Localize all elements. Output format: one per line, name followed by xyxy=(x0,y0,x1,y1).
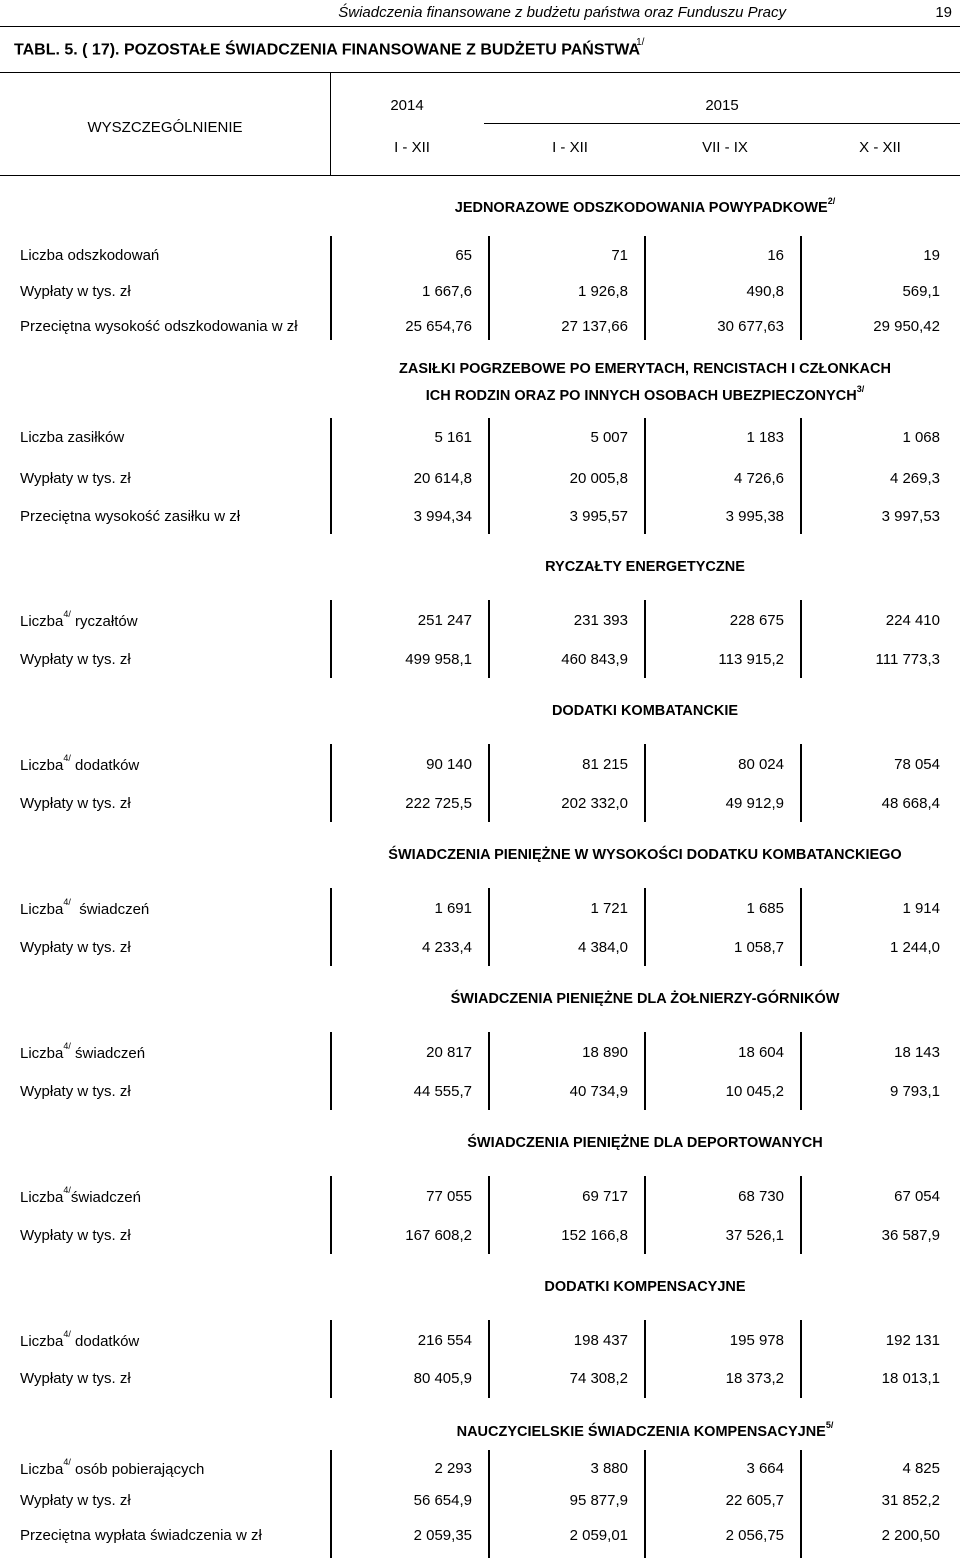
section-title-text: ZASIŁKI POGRZEBOWE PO EMERYTACH, RENCISTACH I CZŁONKACH xyxy=(399,361,891,377)
table-cell: 9 793,1 xyxy=(889,1083,940,1100)
section-title-text: ICH RODZIN ORAZ PO INNYCH OSOBACH UBEZPIECZONYCH xyxy=(425,387,857,404)
table-cell: 31 852,2 xyxy=(881,1492,940,1509)
row-label: Liczba$^{4/}$ świadczeń xyxy=(20,897,150,918)
table-cell: 1 058,7 xyxy=(733,939,784,956)
page-header xyxy=(0,0,960,27)
table-cell: 152 166,8 xyxy=(561,1227,628,1244)
table-cell: 18 013,1 xyxy=(881,1370,940,1387)
table-title-footnote: 1/ xyxy=(636,37,645,48)
table-cell: 3 995,38 xyxy=(725,508,784,525)
table-cell: 1 691 xyxy=(434,900,472,917)
row-label: Przeciętna wysokość odszkodowania w zł xyxy=(20,318,298,335)
row-label: Liczba$^{4/}$ ryczałtów xyxy=(20,609,138,630)
table-cell: 25 654,76 xyxy=(405,318,472,335)
table-cell: 569,1 xyxy=(902,283,940,300)
table-cell: 95 877,9 xyxy=(569,1492,628,1509)
table-cell: 40 734,9 xyxy=(569,1083,628,1100)
row-footnote: 4/ xyxy=(63,1457,71,1467)
table-cell: 490,8 xyxy=(746,283,784,300)
section-footnote: 2/ xyxy=(827,196,836,206)
row-label: Liczba$^{4/}$świadczeń xyxy=(20,1185,141,1206)
section-title-text: ŚWIADCZENIA PIENIĘŻNE W WYSOKOŚCI DODATKU KOMBATANCKIEGO xyxy=(388,847,902,863)
row-footnote: 4/ xyxy=(63,1185,71,1195)
section-footnote: 5/ xyxy=(825,1420,834,1430)
table-cell: 80 024 xyxy=(738,756,784,773)
table-cell: 30 677,63 xyxy=(717,318,784,335)
table-cell: 1 926,8 xyxy=(577,283,628,300)
table-cell: 216 554 xyxy=(417,1332,472,1349)
table-cell: 37 526,1 xyxy=(725,1227,784,1244)
row-label: Wypłaty w tys. zł xyxy=(20,795,131,812)
table-title-text: TABL. 5. ( 17). POZOSTAŁE ŚWIADCZENIA FINANSOWANE Z BUDŻETU PAŃSTWA xyxy=(14,41,641,59)
table-cell: 68 730 xyxy=(738,1188,784,1205)
table-cell: 5 161 xyxy=(434,429,472,446)
table-cell: 5 007 xyxy=(590,429,628,446)
section-title-text: ŚWIADCZENIA PIENIĘŻNE DLA DEPORTOWANYCH xyxy=(467,1135,823,1151)
column-header-label: WYSZCZEGÓLNIENIE xyxy=(87,119,243,136)
table-cell: 3 664 xyxy=(746,1460,784,1477)
section-title-text: JEDNORAZOWE ODSZKODOWANIA POWYPADKOWE xyxy=(454,199,828,216)
table-cell: 460 843,9 xyxy=(561,651,628,668)
section-title xyxy=(330,1416,960,1443)
table-column-header xyxy=(0,72,960,176)
page-number: 19 xyxy=(935,4,952,21)
table-cell: 1 685 xyxy=(746,900,784,917)
table-cell: 18 373,2 xyxy=(725,1370,784,1387)
column-header-period: I - XII xyxy=(394,139,430,156)
table-cell: 18 143 xyxy=(894,1044,940,1061)
table-cell: 74 308,2 xyxy=(569,1370,628,1387)
row-label: Wypłaty w tys. zł xyxy=(20,1370,131,1387)
table-cell: 4 269,3 xyxy=(889,470,940,487)
table-cell: 71 xyxy=(611,247,628,264)
row-footnote: 4/ xyxy=(63,609,71,619)
table-cell: 48 668,4 xyxy=(881,795,940,812)
table-cell: 2 293 xyxy=(434,1460,472,1477)
section-title xyxy=(330,192,960,219)
table-cell: 202 332,0 xyxy=(561,795,628,812)
table-cell: 224 410 xyxy=(885,612,940,629)
row-footnote: 4/ xyxy=(63,897,71,907)
section-title xyxy=(330,358,960,407)
table-cell: 29 950,42 xyxy=(873,318,940,335)
section-title-text: RYCZAŁTY ENERGETYCZNE xyxy=(545,559,745,575)
table-cell: 231 393 xyxy=(573,612,628,629)
table-cell: 1 068 xyxy=(902,429,940,446)
section-title xyxy=(330,844,960,866)
table-cell: 80 405,9 xyxy=(413,1370,472,1387)
table-cell: 78 054 xyxy=(894,756,940,773)
section-footnote: 3/ xyxy=(856,384,865,394)
page-header-title: Świadczenia finansowane z budżetu państwa oraz Funduszu Pracy xyxy=(338,4,786,21)
column-header-year-2014: 2014 xyxy=(390,97,424,114)
table-cell: 222 725,5 xyxy=(405,795,472,812)
table-cell: 3 997,53 xyxy=(881,508,940,525)
row-label: Liczba zasiłków xyxy=(20,429,125,446)
row-label: Liczba$^{4/}$ osób pobierających xyxy=(20,1457,205,1478)
row-label: Liczba odszkodowań xyxy=(20,247,160,264)
table-title xyxy=(14,37,645,59)
table-cell: 2 056,75 xyxy=(725,1527,784,1544)
section-title xyxy=(330,988,960,1010)
section-title xyxy=(330,556,960,578)
table-cell: 3 880 xyxy=(590,1460,628,1477)
table-cell: 2 059,35 xyxy=(413,1527,472,1544)
row-label: Liczba$^{4/}$ świadczeń xyxy=(20,1041,146,1062)
row-label: Przeciętna wysokość zasiłku w zł xyxy=(20,508,241,525)
table-cell: 77 055 xyxy=(426,1188,472,1205)
table-cell: 44 555,7 xyxy=(413,1083,472,1100)
table-cell: 1 721 xyxy=(590,900,628,917)
row-label: Przeciętna wypłata świadczenia w zł xyxy=(20,1527,262,1544)
row-label: Wypłaty w tys. zł xyxy=(20,1083,131,1100)
section-title-text: NAUCZYCIELSKIE ŚWIADCZENIA KOMPENSACYJNE xyxy=(456,1423,826,1440)
section-title-text: DODATKI KOMPENSACYJNE xyxy=(544,1279,746,1295)
row-label: Wypłaty w tys. zł xyxy=(20,1227,131,1244)
table-cell: 3 994,34 xyxy=(413,508,472,525)
row-label: Wypłaty w tys. zł xyxy=(20,651,131,668)
table-cell: 20 817 xyxy=(426,1044,472,1061)
table-cell: 20 005,8 xyxy=(569,470,628,487)
table-cell: 69 717 xyxy=(582,1188,628,1205)
column-header-period: I - XII xyxy=(552,139,588,156)
column-header-period: VII - IX xyxy=(702,139,748,156)
row-label: Wypłaty w tys. zł xyxy=(20,939,131,956)
row-label: Wypłaty w tys. zł xyxy=(20,1492,131,1509)
table-cell: 22 605,7 xyxy=(725,1492,784,1509)
row-footnote: 4/ xyxy=(63,1041,71,1051)
row-footnote: 4/ xyxy=(63,753,71,763)
table-cell: 1 914 xyxy=(902,900,940,917)
table-cell: 67 054 xyxy=(894,1188,940,1205)
section-title-text: DODATKI KOMBATANCKIE xyxy=(551,703,739,719)
table-cell: 111 773,3 xyxy=(875,651,940,668)
table-cell: 192 131 xyxy=(885,1332,940,1349)
table-cell: 251 247 xyxy=(417,612,472,629)
table-cell: 90 140 xyxy=(426,756,472,773)
column-header-period: X - XII xyxy=(859,139,901,156)
table-cell: 195 978 xyxy=(729,1332,784,1349)
column-header-year-2015: 2015 xyxy=(705,97,739,114)
section-title xyxy=(330,1132,960,1154)
table-cell: 20 614,8 xyxy=(413,470,472,487)
section-title xyxy=(330,700,960,722)
table-cell: 1 244,0 xyxy=(889,939,940,956)
table-cell: 2 059,01 xyxy=(569,1527,628,1544)
table-cell: 65 xyxy=(455,247,472,264)
table-cell: 4 233,4 xyxy=(421,939,472,956)
row-label: Liczba$^{4/}$ dodatków xyxy=(20,1329,140,1350)
row-label: Wypłaty w tys. zł xyxy=(20,470,131,487)
row-footnote: 4/ xyxy=(63,1329,71,1339)
table-cell: 1 183 xyxy=(746,429,784,446)
table-cell: 18 890 xyxy=(582,1044,628,1061)
table-cell: 4 384,0 xyxy=(577,939,628,956)
table-cell: 499 958,1 xyxy=(405,651,472,668)
table-cell: 113 915,2 xyxy=(718,651,784,668)
table-cell: 18 604 xyxy=(738,1044,784,1061)
table-cell: 1 667,6 xyxy=(421,283,472,300)
row-label: Wypłaty w tys. zł xyxy=(20,283,131,300)
table-cell: 10 045,2 xyxy=(725,1083,784,1100)
table-cell: 49 912,9 xyxy=(725,795,784,812)
table-cell: 228 675 xyxy=(729,612,784,629)
table-cell: 167 608,2 xyxy=(405,1227,472,1244)
section-title-text: ŚWIADCZENIA PIENIĘŻNE DLA ŻOŁNIERZY-GÓRNIKÓW xyxy=(450,991,840,1007)
table-cell: 27 137,66 xyxy=(561,318,628,335)
row-label: Liczba$^{4/}$ dodatków xyxy=(20,753,140,774)
table-cell: 2 200,50 xyxy=(881,1527,940,1544)
table-cell: 81 215 xyxy=(582,756,628,773)
table-cell: 4 825 xyxy=(902,1460,940,1477)
table-cell: 16 xyxy=(767,247,784,264)
table-cell: 4 726,6 xyxy=(733,470,784,487)
table-cell: 198 437 xyxy=(573,1332,628,1349)
table-cell: 56 654,9 xyxy=(413,1492,472,1509)
table-cell: 36 587,9 xyxy=(881,1227,940,1244)
table-cell: 19 xyxy=(923,247,940,264)
table-cell: 3 995,57 xyxy=(569,508,628,525)
section-title xyxy=(330,1276,960,1298)
